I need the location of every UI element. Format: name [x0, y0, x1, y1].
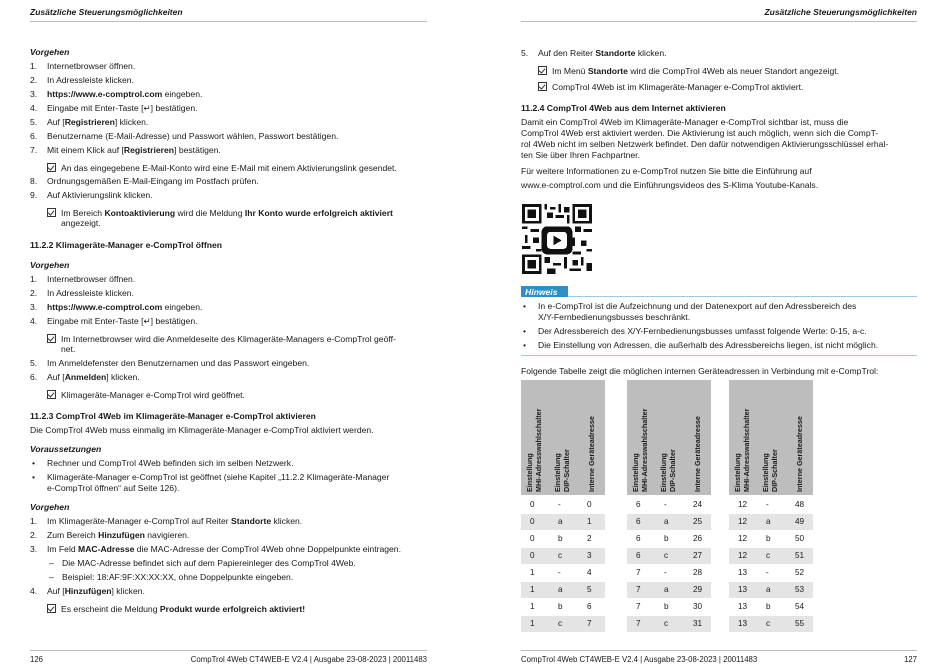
list-item: 9. Auf Aktivierungslink klicken. — [30, 190, 153, 200]
column-header: Einstellung — [631, 453, 640, 492]
column-header: Interne Geräteadresse — [795, 416, 804, 492]
header-rule — [521, 21, 917, 22]
result-line: Es erscheint die Meldung Produkt wurde erfolgreich aktiviert! — [47, 603, 305, 615]
prerequisites-heading: Voraussetzungen — [30, 444, 102, 454]
column-header: Interne Geräteadresse — [693, 416, 702, 492]
list-item: 1. Internetbrowser öffnen. — [30, 61, 136, 71]
procedure-heading: Vorgehen — [30, 502, 70, 512]
table-cell: 7 — [587, 619, 592, 628]
result-line: An das eingegebene E-Mail-Konto wird eine E-Mail mit einem Aktivierungslink gesendet. — [47, 162, 397, 174]
header-rule — [30, 21, 427, 22]
checkbox-icon — [538, 66, 547, 75]
table-cell: 7 — [636, 585, 641, 594]
table-cell: c — [558, 619, 563, 628]
document-info: CompTrol 4Web CT4WEB-E V2.4 | Ausgabe 23-08-2023 | 20011483 — [521, 655, 758, 664]
column-header: DIP-Schalter — [770, 449, 779, 492]
table-cell: 1 — [530, 602, 535, 611]
table-cell: 28 — [693, 568, 703, 577]
note-bullet-cont: X/Y-Fernbedienungsbusses beschränkt. — [538, 312, 691, 322]
table-cell: - — [558, 500, 561, 509]
table-cell: 53 — [795, 585, 805, 594]
running-header-right: Zusätzliche Steuerungsmöglichkeiten — [764, 7, 917, 17]
table-cell: 55 — [795, 619, 805, 628]
table-cell: 4 — [587, 568, 592, 577]
table-cell: 1 — [530, 585, 535, 594]
dash-item: – Die MAC-Adresse befindet sich auf dem Papiereinleger des CompTrol 4Web. — [49, 558, 356, 568]
note-bullet: • Die Einstellung von Adressen, die außerhalb des Adressbereichs liegen, ist nicht möglich. — [523, 340, 879, 350]
table-cell: - — [664, 568, 667, 577]
table-cell: b — [766, 602, 771, 611]
table-cell: 1 — [587, 517, 592, 526]
paragraph-line: www.e-comptrol.com und die Einführungsvideos des S-Klima Youtube-Kanals. — [521, 180, 819, 190]
list-item: 4. Eingabe mit Enter-Taste [↵] bestätigen. — [30, 103, 198, 113]
checkbox-icon — [47, 163, 56, 172]
table-cell: 48 — [795, 500, 805, 509]
table-cell: 3 — [587, 551, 592, 560]
list-item: 1. Im Klimageräte-Manager e-CompTrol auf Reiter Standorte klicken. — [30, 516, 303, 526]
list-item: 4. Eingabe mit Enter-Taste [↵] bestätigen. — [30, 316, 198, 326]
note-label: Hinweis — [525, 287, 558, 297]
qr-code-icon[interactable] — [522, 204, 592, 274]
table-cell: 50 — [795, 534, 805, 543]
table-cell: b — [664, 602, 669, 611]
footer-rule — [30, 650, 427, 651]
table-cell: a — [664, 517, 669, 526]
table-cell: - — [558, 568, 561, 577]
table-cell: c — [558, 551, 563, 560]
bullet-item: • Rechner und CompTrol 4Web befinden sich im selben Netzwerk. — [32, 458, 294, 468]
checkbox-icon — [47, 334, 56, 343]
paragraph-line: rol 4Web nicht im selben Netzwerk befindet. Den dafür notwendigen Aktivierungsschlüssel erhal- — [521, 139, 889, 149]
table-cell: 2 — [587, 534, 592, 543]
paragraph: Die CompTrol 4Web muss einmalig im Klimageräte-Manager e-CompTrol aktiviert werden. — [30, 425, 374, 435]
list-item: 7. Mit einem Klick auf [Registrieren] bestätigen. — [30, 145, 221, 155]
table-cell: c — [766, 619, 771, 628]
table-cell: b — [558, 602, 563, 611]
table-cell: - — [766, 568, 769, 577]
bullet-item-cont: e-CompTrol öffnen“ auf Seite 126). — [47, 483, 180, 493]
list-item: 5. Im Anmeldefenster den Benutzernamen und das Passwort eingeben. — [30, 358, 310, 368]
result-line-cont: net. — [61, 344, 76, 354]
column-header: MHI-Adresswahlschalter — [742, 408, 751, 492]
result-line: Klimageräte-Manager e-CompTrol wird geöffnet. — [47, 389, 245, 401]
table-cell: c — [664, 551, 669, 560]
list-item: 3. Im Feld MAC-Adresse die MAC-Adresse der CompTrol 4Web ohne Doppelpunkte eintragen. — [30, 544, 401, 554]
list-item: 3. https://www.e-comptrol.com eingeben. — [30, 89, 203, 99]
table-cell: a — [558, 585, 563, 594]
table-cell: b — [558, 534, 563, 543]
note-bullet: • Der Adressbereich des X/Y-Fernbedienungsbusses umfasst folgende Werte: 0-15, a-c. — [523, 326, 867, 336]
column-header: Einstellung — [553, 453, 562, 492]
table-cell: 6 — [636, 534, 641, 543]
dash-item: – Beispiel: 18:AF:9F:XX:XX:XX, ohne Doppelpunkte eingeben. — [49, 572, 294, 582]
footer-rule — [521, 650, 917, 651]
procedure-heading: Vorgehen — [30, 260, 70, 270]
note-top-rule — [568, 296, 917, 297]
paragraph-line: Damit ein CompTrol 4Web im Klimageräte-Manager e-CompTrol sichtbar ist, muss die — [521, 117, 849, 127]
checkbox-icon — [47, 208, 56, 217]
table-cell: 6 — [636, 551, 641, 560]
table-cell: 29 — [693, 585, 703, 594]
list-item: 4. Auf [Hinzufügen] klicken. — [30, 586, 145, 596]
running-header-left: Zusätzliche Steuerungsmöglichkeiten — [30, 7, 183, 17]
table-cell: 31 — [693, 619, 703, 628]
list-item: 5. Auf den Reiter Standorte klicken. — [521, 48, 667, 58]
checkbox-icon — [538, 82, 547, 91]
paragraph-line: Für weitere Informationen zu e-CompTrol nutzen Sie bitte die Einführung auf — [521, 166, 812, 176]
table-cell: 6 — [636, 517, 641, 526]
table-cell: 0 — [530, 500, 535, 509]
section-heading-11-2-4: 11.2.4 CompTrol 4Web aus dem Internet aktivieren — [521, 103, 726, 113]
result-line-cont: angezeigt. — [61, 218, 101, 228]
bullet-item: • Klimageräte-Manager e-CompTrol ist geöffnet (siehe Kapitel „11.2.2 Klimageräte-Manager — [32, 472, 390, 482]
list-item: 3. https://www.e-comptrol.com eingeben. — [30, 302, 203, 312]
table-cell: 0 — [530, 551, 535, 560]
table-cell: 30 — [693, 602, 703, 611]
table-cell: 13 — [738, 585, 748, 594]
table-cell: 0 — [530, 534, 535, 543]
left-page — [30, 0, 427, 665]
table-cell: 12 — [738, 551, 748, 560]
result-line: CompTrol 4Web ist im Klimageräte-Manager e-CompTrol aktiviert. — [538, 81, 803, 93]
page-number: 127 — [903, 655, 917, 664]
table-cell: b — [664, 534, 669, 543]
list-item: 2. In Adressleiste klicken. — [30, 288, 134, 298]
table-cell: 25 — [693, 517, 703, 526]
table-intro: Folgende Tabelle zeigt die möglichen internen Geräteadressen in Verbindung mit e-CompTrol: — [521, 366, 879, 376]
table-cell: - — [664, 500, 667, 509]
url-link[interactable]: https://www.e-comptrol.com — [47, 89, 163, 99]
column-header: MHI-Adresswahlschalter — [534, 408, 543, 492]
table-cell: a — [766, 517, 771, 526]
paragraph-line: ten Sie über Ihren Fachpartner. — [521, 150, 640, 160]
result-line: Im Menü Standorte wird die CompTrol 4Web als neuer Standort angezeigt. — [538, 65, 839, 77]
table-cell: 27 — [693, 551, 703, 560]
table-cell: 7 — [636, 568, 641, 577]
result-line: Im Internetbrowser wird die Anmeldeseite des Klimageräte-Managers e-CompTrol geöff- — [47, 333, 396, 345]
table-cell: 26 — [693, 534, 703, 543]
table-cell: a — [558, 517, 563, 526]
procedure-heading: Vorgehen — [30, 47, 70, 57]
page-number: 126 — [30, 655, 44, 664]
table-cell: 54 — [795, 602, 805, 611]
list-item: 8. Ordnungsgemäßen E-Mail-Eingang im Postfach prüfen. — [30, 176, 259, 186]
paragraph-line: CompTrol 4Web erst aktiviert werden. Die Aktivierung ist auch möglich, wenn sich die CompT- — [521, 128, 879, 138]
column-header: Einstellung — [525, 453, 534, 492]
section-heading-11-2-2: 11.2.2 Klimageräte-Manager e-CompTrol öffnen — [30, 240, 222, 250]
table-cell: 7 — [636, 619, 641, 628]
table-cell: 49 — [795, 517, 805, 526]
table-cell: 1 — [530, 619, 535, 628]
list-item: 2. Zum Bereich Hinzufügen navigieren. — [30, 530, 190, 540]
list-item: 6. Benutzername (E-Mail-Adresse) und Passwort wählen, Passwort bestätigen. — [30, 131, 339, 141]
table-cell: 1 — [530, 568, 535, 577]
right-page — [521, 0, 917, 665]
note-bottom-rule — [521, 355, 917, 356]
table-cell: c — [664, 619, 669, 628]
table-cell: 7 — [636, 602, 641, 611]
table-cell: c — [766, 551, 771, 560]
document-info: CompTrol 4Web CT4WEB-E V2.4 | Ausgabe 23-08-2023 | 20011483 — [190, 655, 427, 664]
table-cell: 6 — [636, 500, 641, 509]
column-header: Einstellung — [733, 453, 742, 492]
section-heading-11-2-3: 11.2.3 CompTrol 4Web im Klimageräte-Manager e-CompTrol aktivieren — [30, 411, 316, 421]
column-header: DIP-Schalter — [668, 449, 677, 492]
checkbox-icon — [47, 390, 56, 399]
list-item: 2. In Adressleiste klicken. — [30, 75, 134, 85]
table-cell: a — [766, 585, 771, 594]
column-header: Einstellung — [761, 453, 770, 492]
list-item: 5. Auf [Registrieren] klicken. — [30, 117, 149, 127]
url-link[interactable]: https://www.e-comptrol.com — [47, 302, 163, 312]
table-cell: 6 — [587, 602, 592, 611]
table-cell: 51 — [795, 551, 805, 560]
column-header: Interne Geräteadresse — [587, 416, 596, 492]
table-cell: 12 — [738, 534, 748, 543]
table-cell: 0 — [587, 500, 592, 509]
table-cell: 24 — [693, 500, 703, 509]
note-bullet: • In e-CompTrol ist die Aufzeichnung und der Datenexport auf den Adressbereich des — [523, 301, 857, 311]
table-cell: 13 — [738, 602, 748, 611]
list-item: 6. Auf [Anmelden] klicken. — [30, 372, 140, 382]
checkbox-icon — [47, 604, 56, 613]
table-cell: a — [664, 585, 669, 594]
table-cell: 5 — [587, 585, 592, 594]
column-header: Einstellung — [659, 453, 668, 492]
table-cell: 0 — [530, 517, 535, 526]
table-cell: 52 — [795, 568, 805, 577]
table-cell: 12 — [738, 517, 748, 526]
table-cell: 13 — [738, 568, 748, 577]
column-header: MHI-Adresswahlschalter — [640, 408, 649, 492]
list-item: 1. Internetbrowser öffnen. — [30, 274, 136, 284]
table-cell: 12 — [738, 500, 748, 509]
table-cell: 13 — [738, 619, 748, 628]
column-header: DIP-Schalter — [562, 449, 571, 492]
result-line: Im Bereich Kontoaktivierung wird die Meldung Ihr Konto wurde erfolgreich aktiviert — [47, 207, 393, 219]
table-cell: - — [766, 500, 769, 509]
table-cell: b — [766, 534, 771, 543]
